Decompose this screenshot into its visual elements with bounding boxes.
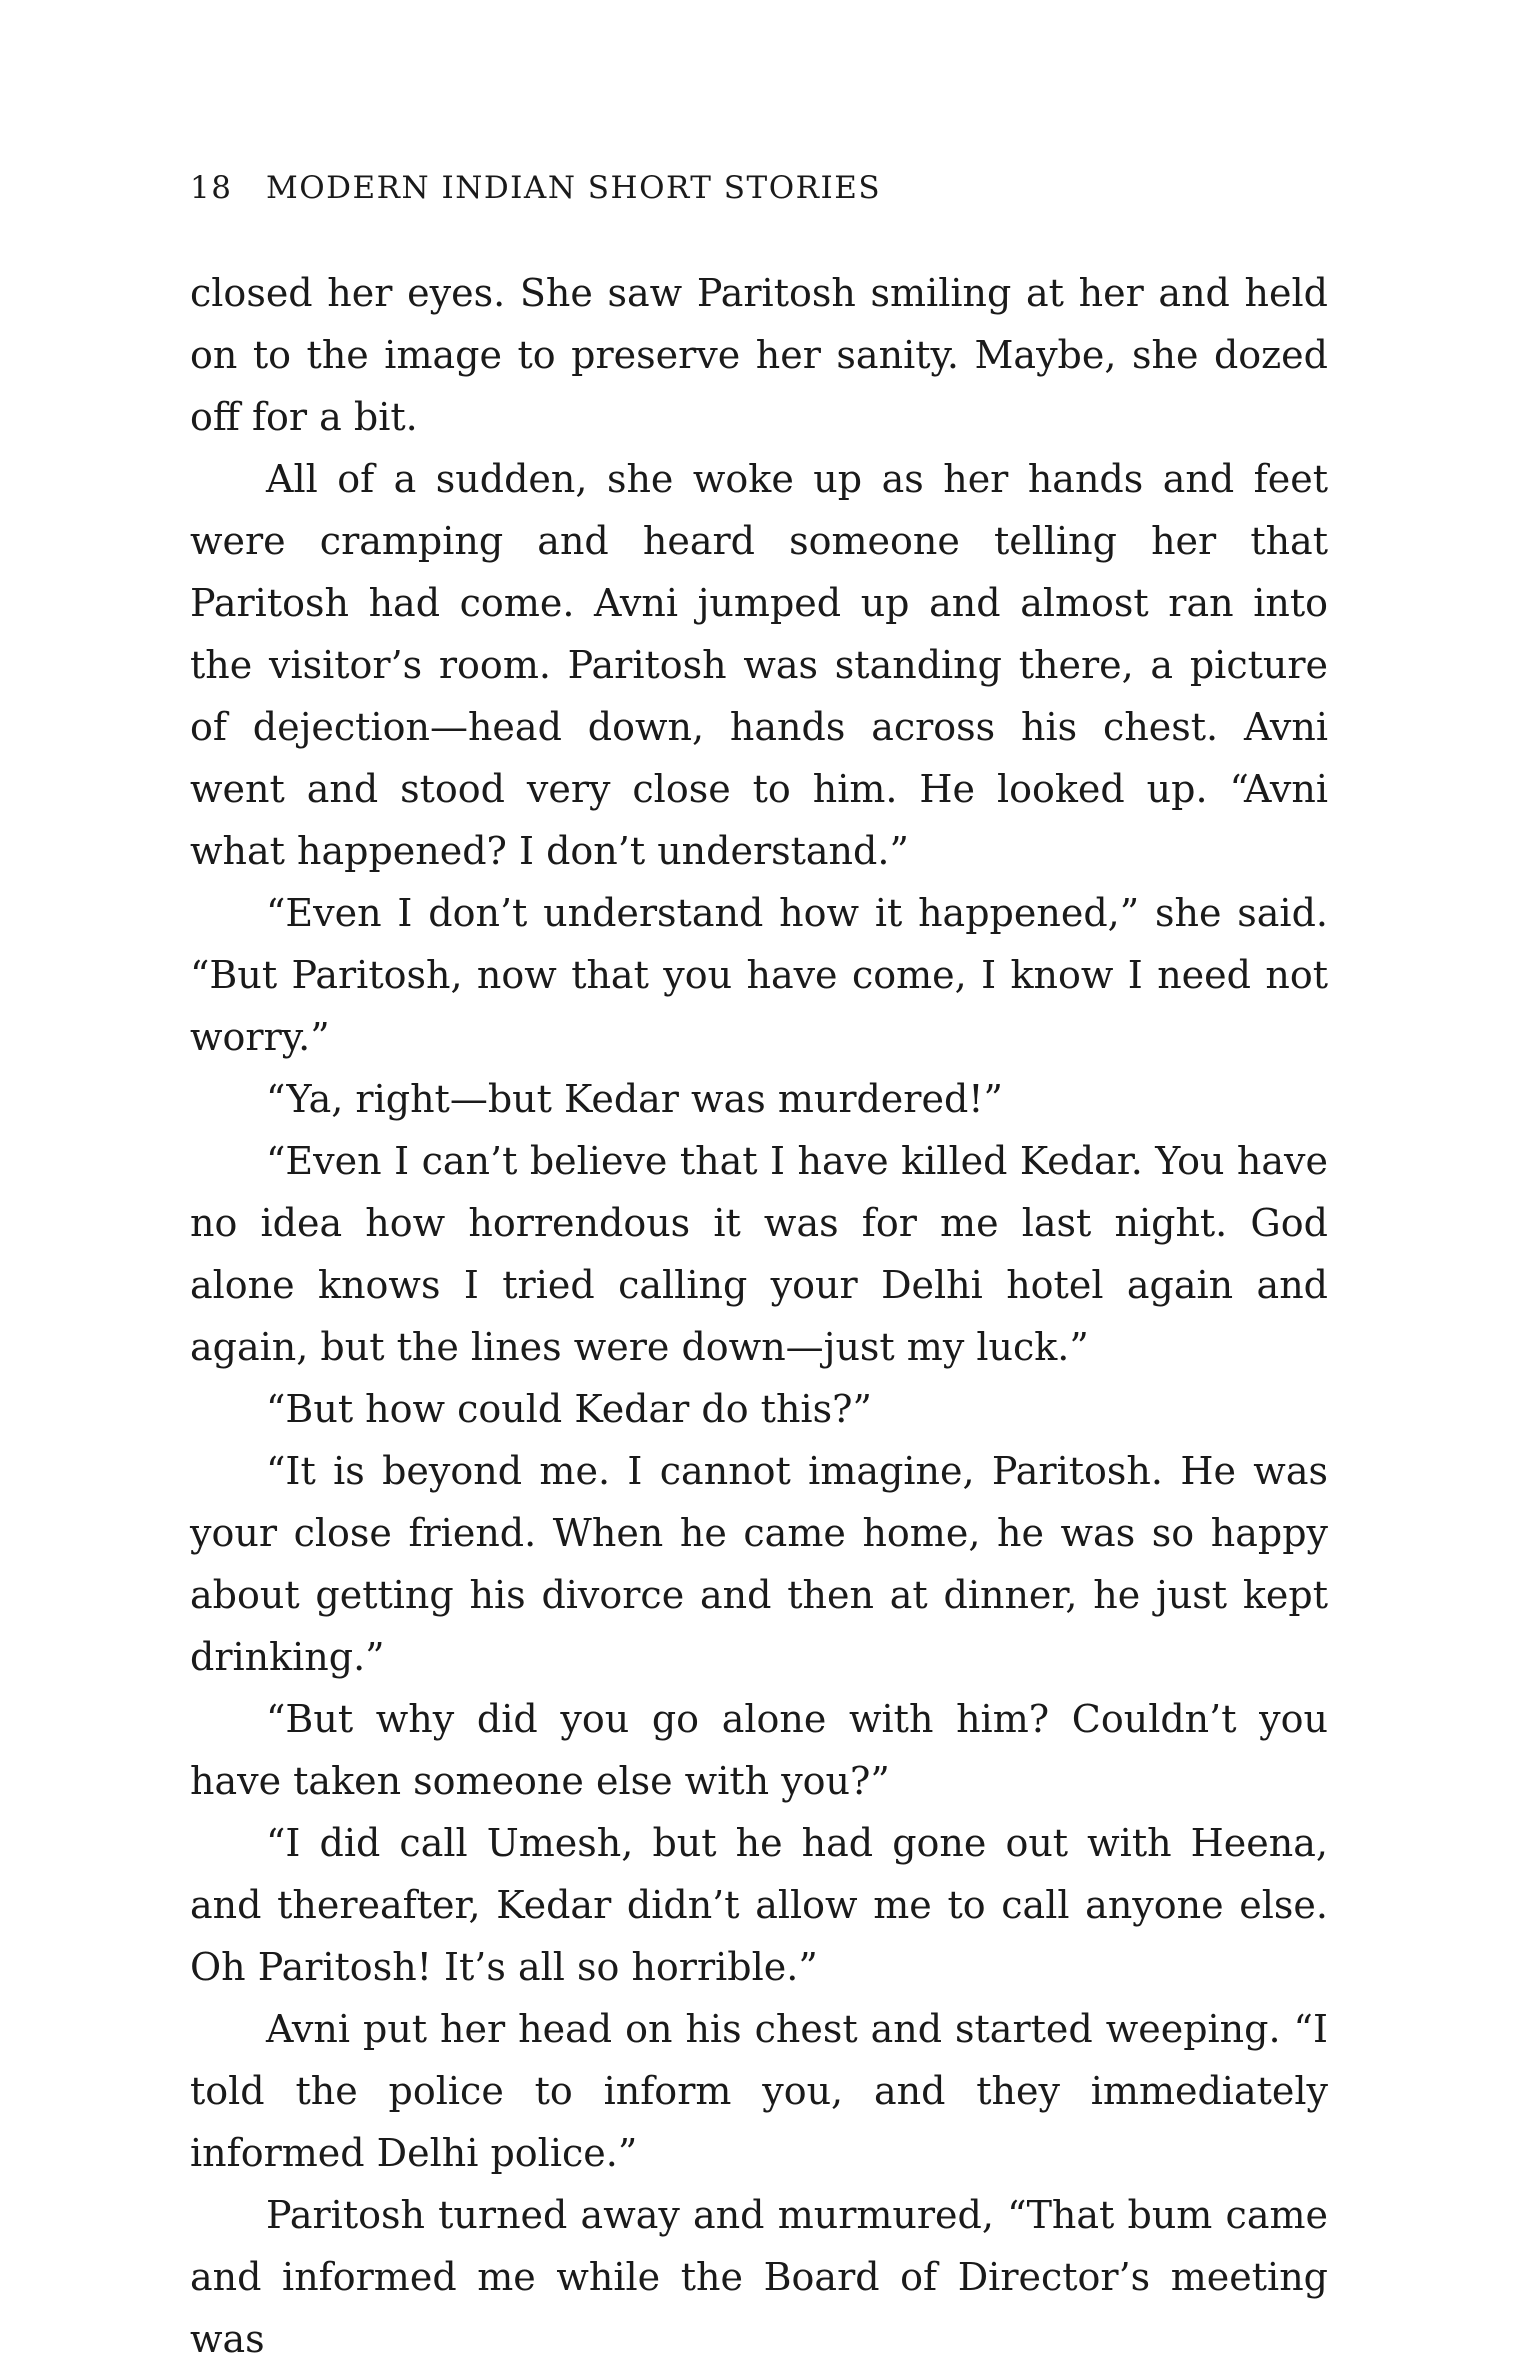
- paragraph: “It is beyond me. I cannot imagine, Paritosh. He was your close friend. When he came home, he was so happy about getting his divorce and then at dinner, he just kept drinking.”: [190, 1449, 1328, 1679]
- paragraph: “I did call Umesh, but he had gone out with Heena, and thereafter, Kedar didn’t allow me to call anyone else. Oh Paritosh! It’s all so horrible.”: [190, 1821, 1328, 1989]
- paragraph: “Even I don’t understand how it happened,” she said. “But Paritosh, now that you have come, I know I need not worry.”: [190, 891, 1328, 1059]
- running-title: MODERN INDIAN SHORT STORIES: [266, 170, 882, 206]
- paragraph: “Even I can’t believe that I have killed Kedar. You have no idea how horrendous it was for me last night. God alone knows I tried calling your Delhi hotel again and again, but the lines were down—just my luck.”: [190, 1139, 1328, 1369]
- paragraph: closed her eyes. She saw Paritosh smiling at her and held on to the image to preserve her sanity. Maybe, she dozed off for a bit.: [190, 271, 1328, 439]
- paragraph: All of a sudden, she woke up as her hands and feet were cramping and heard someone telling her that Paritosh had come. Avni jumped up and almost ran into the visitor’s room. Paritosh was standing there, a picture of dejection—head down, hands across his chest. Avni went and stood very close to him. He looked up. “Avni what happened? I don’t understand.”: [190, 457, 1328, 873]
- paragraph: “Ya, right—but Kedar was murdered!”: [266, 1077, 1003, 1121]
- paragraph: Avni put her head on his chest and started weeping. “I told the police to inform you, and they immediately informed Delhi police.”: [190, 2007, 1328, 2175]
- running-head: [190, 168, 1330, 208]
- paragraph: “But why did you go alone with him? Couldn’t you have taken someone else with you?”: [190, 1697, 1328, 1803]
- body-text: [190, 262, 1328, 2370]
- paragraph: Paritosh turned away and murmured, “That bum came and informed me while the Board of Director’s meeting was: [190, 2193, 1328, 2361]
- paragraph: “But how could Kedar do this?”: [266, 1387, 872, 1431]
- page-number: 18: [190, 170, 233, 206]
